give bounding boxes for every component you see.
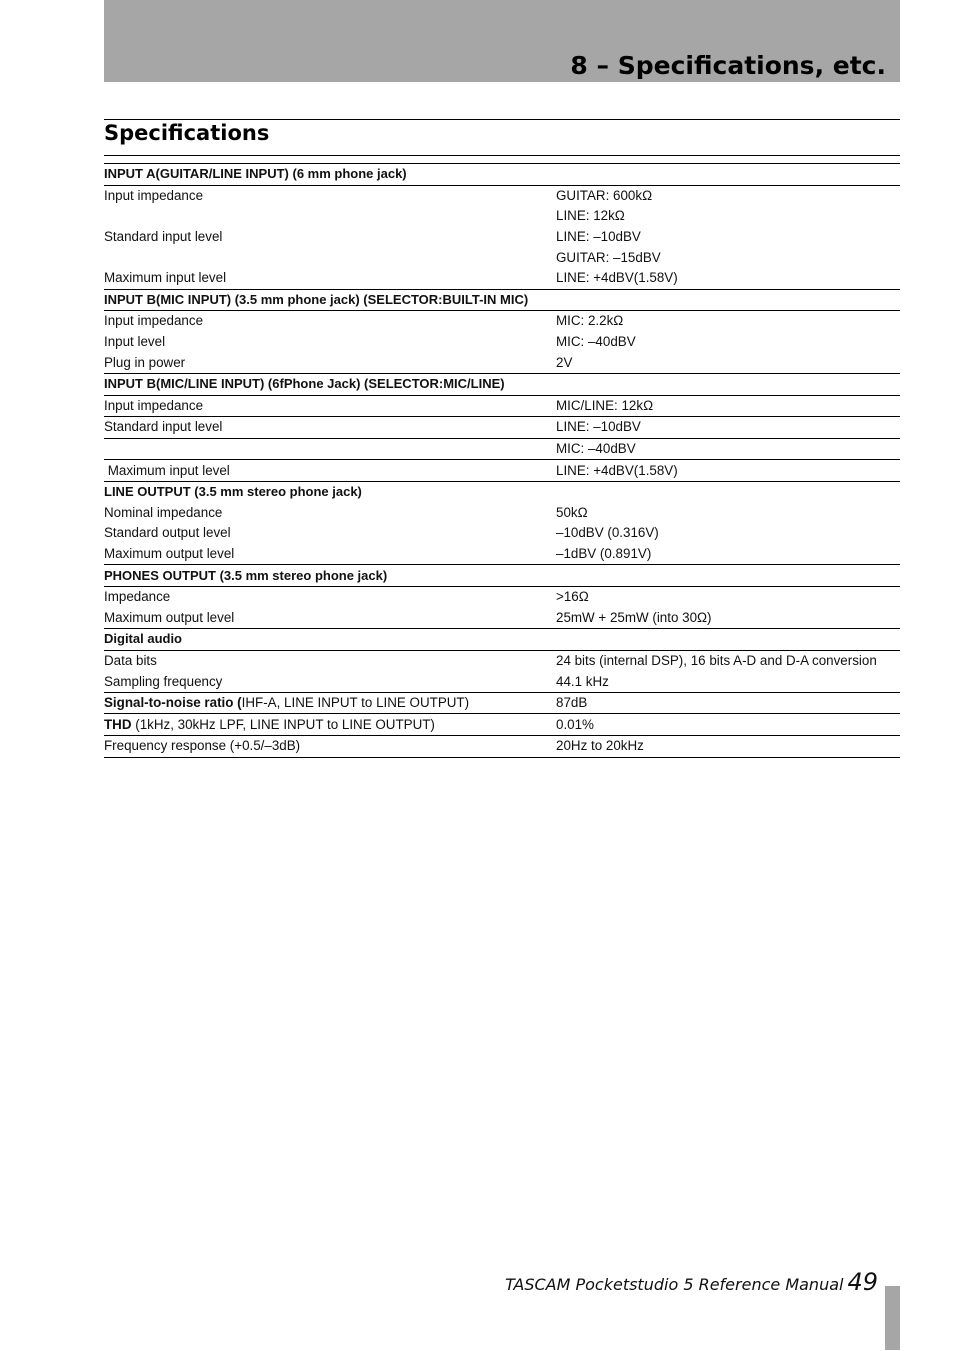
spec-value: LINE: +4dBV(1.58V) <box>556 460 900 482</box>
spec-row-thd <box>104 714 900 736</box>
section-title: Specifications <box>104 121 270 145</box>
spec-row <box>104 395 900 417</box>
chapter-header-band <box>104 0 900 82</box>
spec-label: Input impedance <box>104 185 556 206</box>
spec-label-snr-bold: Signal-to-noise ratio ( <box>104 695 242 711</box>
spec-label-snr-rest: IHF-A, LINE INPUT to LINE OUTPUT) <box>241 695 470 711</box>
spec-label: Standard output level <box>104 525 231 541</box>
spec-heading-input-a: INPUT A(GUITAR/LINE INPUT) (6 mm phone jack) <box>104 164 900 186</box>
spec-group-heading <box>104 373 900 395</box>
spec-row <box>104 523 900 544</box>
spec-label: Standard input level <box>104 229 223 245</box>
spec-row <box>104 503 900 524</box>
spec-row <box>104 268 900 289</box>
section-rule-bottom <box>104 155 900 156</box>
spec-value: GUITAR: –15dBV <box>556 249 661 265</box>
spec-label: Maximum input level <box>104 460 556 482</box>
spec-row <box>104 352 900 373</box>
spec-label-empty <box>104 247 556 268</box>
page-edge-tab <box>885 1286 900 1350</box>
spec-label: Input impedance <box>104 311 556 332</box>
spec-row <box>104 586 900 607</box>
spec-row <box>104 650 900 671</box>
spec-heading-line-output: LINE OUTPUT (3.5 mm stereo phone jack) <box>104 481 900 502</box>
spec-group-heading <box>104 481 900 502</box>
spec-label: Maximum output level <box>104 609 235 625</box>
spec-heading-digital-audio: Digital audio <box>104 629 900 651</box>
chapter-title: 8 – Specifications, etc. <box>570 51 886 80</box>
spec-heading-input-b-line: INPUT B(MIC/LINE INPUT) (6fPhone Jack) (SELECTOR:MIC/LINE) <box>104 373 900 395</box>
spec-row <box>104 206 900 227</box>
page-number: 49 <box>847 1268 878 1296</box>
spec-value: LINE: 12kΩ <box>556 208 625 224</box>
spec-value: GUITAR: 600kΩ <box>556 185 900 206</box>
spec-row-snr <box>104 692 900 714</box>
spec-label-thd <box>104 714 556 736</box>
spec-value: MIC: 2.2kΩ <box>556 311 900 332</box>
spec-value: MIC: –40dBV <box>556 438 900 460</box>
spec-label: Nominal impedance <box>104 504 223 520</box>
spec-row <box>104 247 900 268</box>
spec-group-heading <box>104 289 900 311</box>
spec-value-frequency: 20Hz to 20kHz <box>556 736 900 758</box>
spec-row <box>104 607 900 628</box>
spec-row <box>104 438 900 460</box>
spec-value: LINE: –10dBV <box>556 417 900 439</box>
spec-label: Input level <box>104 334 166 350</box>
spec-row <box>104 332 900 353</box>
spec-label: Impedance <box>104 586 556 607</box>
spec-label-frequency: Frequency response (+0.5/–3dB) <box>104 736 556 758</box>
spec-value: 25mW + 25mW (into 30Ω) <box>556 609 712 625</box>
spec-label: Maximum input level <box>104 270 227 286</box>
spec-label-thd-bold: THD <box>104 716 132 732</box>
spec-row <box>104 460 900 482</box>
spec-value: –1dBV (0.891V) <box>556 545 652 561</box>
spec-label-empty <box>104 438 556 460</box>
spec-row <box>104 185 900 206</box>
spec-row <box>104 311 900 332</box>
spec-group-heading <box>104 164 900 186</box>
spec-row-frequency <box>104 736 900 758</box>
spec-label: Standard input level <box>104 417 556 439</box>
spec-value: 44.1 kHz <box>556 673 609 689</box>
spec-row <box>104 227 900 248</box>
spec-value: LINE: –10dBV <box>556 229 641 245</box>
spec-value: 2V <box>556 354 573 370</box>
spec-value: MIC/LINE: 12kΩ <box>556 395 900 417</box>
page-footer <box>505 1268 878 1296</box>
spec-value: –10dBV (0.316V) <box>556 525 659 541</box>
spec-value: >16Ω <box>556 586 900 607</box>
spec-row <box>104 544 900 565</box>
spec-value: MIC: –40dBV <box>556 334 636 350</box>
spec-label: Sampling frequency <box>104 673 223 689</box>
spec-label: Data bits <box>104 650 556 671</box>
spec-label: Maximum output level <box>104 545 235 561</box>
spec-value-thd: 0.01% <box>556 714 900 736</box>
manual-title: TASCAM Pocketstudio 5 Reference Manual <box>505 1275 844 1294</box>
spec-row <box>104 417 900 439</box>
specifications-table <box>104 163 900 758</box>
spec-label-snr <box>104 692 556 714</box>
section-rule-top <box>104 119 900 120</box>
spec-value: LINE: +4dBV(1.58V) <box>556 270 678 286</box>
spec-label-empty <box>104 206 556 227</box>
spec-group-heading <box>104 629 900 651</box>
spec-heading-input-b-mic: INPUT B(MIC INPUT) (3.5 mm phone jack) (SELECTOR:BUILT-IN MIC) <box>104 289 900 311</box>
spec-value-snr: 87dB <box>556 692 900 714</box>
spec-label: Plug in power <box>104 354 186 370</box>
spec-row <box>104 671 900 692</box>
spec-value: 50kΩ <box>556 504 588 520</box>
spec-heading-phones-output: PHONES OUTPUT (3.5 mm stereo phone jack) <box>104 565 900 587</box>
spec-label-thd-rest: (1kHz, 30kHz LPF, LINE INPUT to LINE OUTPUT) <box>131 716 435 732</box>
spec-group-heading <box>104 565 900 587</box>
spec-label: Input impedance <box>104 395 556 417</box>
spec-value: 24 bits (internal DSP), 16 bits A-D and D-A conversion <box>556 650 900 671</box>
